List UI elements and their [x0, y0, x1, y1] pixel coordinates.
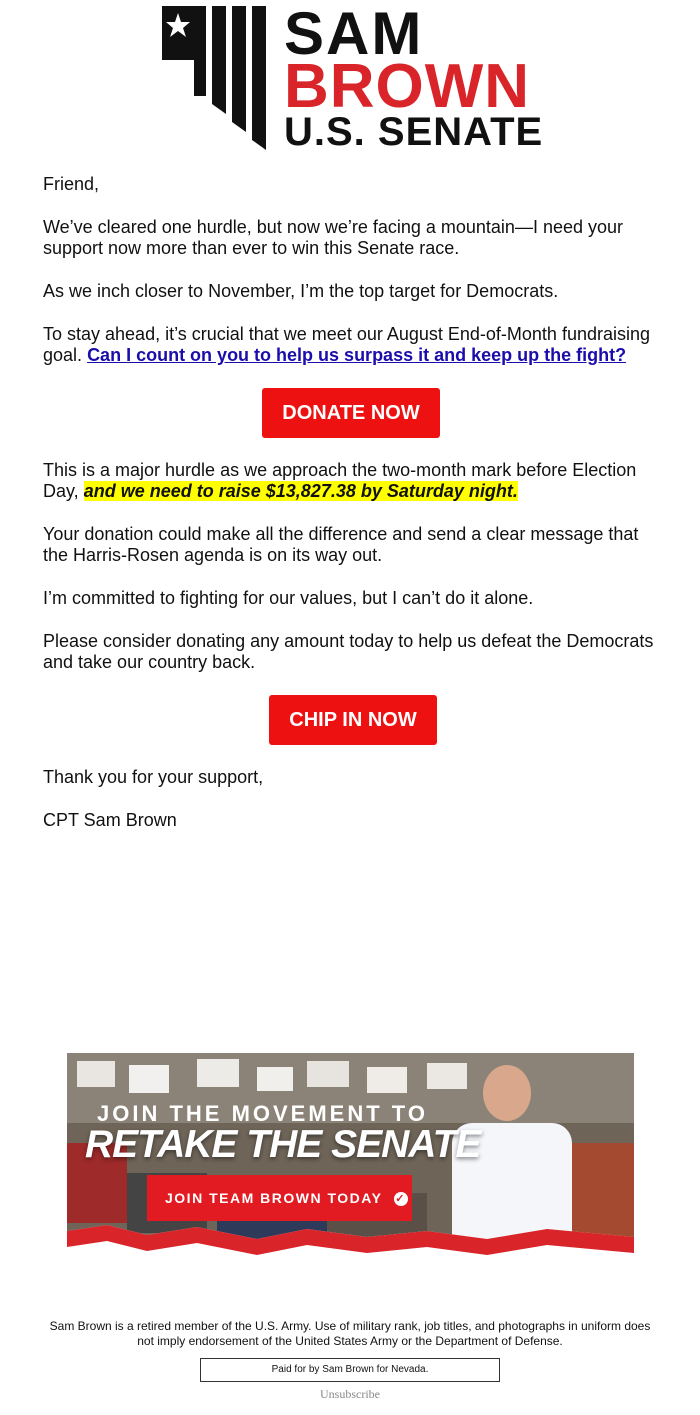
paragraph: Please consider donating any amount today to help us defeat the Democrats and take our country back.: [43, 631, 654, 672]
logo-name-first: SAM: [284, 0, 424, 67]
join-movement-banner[interactable]: [67, 1053, 634, 1299]
email-body: [43, 174, 663, 853]
donate-text-link[interactable]: Can I count on you to help us surpass it and keep up the fight?: [87, 345, 627, 365]
paragraph: We’ve cleared one hurdle, but now we’re facing a mountain—I need your support now more than ever to win this Senate race.: [43, 217, 624, 258]
paragraph: Your donation could make all the difference and send a clear message that the Harris-Rosen agenda is on its way out.: [43, 524, 639, 565]
banner-heading: RETAKE THE SENATE: [85, 1123, 481, 1166]
donate-now-button[interactable]: DONATE NOW: [262, 388, 440, 438]
banner-subheading: JOIN THE MOVEMENT TO: [97, 1101, 428, 1126]
paragraph: [43, 324, 663, 366]
chip-in-now-button[interactable]: CHIP IN NOW: [269, 695, 437, 745]
paragraph-text: To stay ahead, it’s crucial that we meet our August End-of-Month fundraising goal.: [43, 324, 650, 365]
campaign-logo: [160, 0, 550, 154]
flag-stripes-icon: [160, 4, 284, 154]
paragraph: [43, 460, 663, 502]
join-team-brown-button[interactable]: [147, 1175, 412, 1221]
paragraph: As we inch closer to November, I’m the top target for Democrats.: [43, 281, 559, 301]
logo-name-last: BROWN: [284, 52, 531, 121]
highlighted-goal-text: and we need to raise $13,827.38 by Saturday night.: [83, 481, 518, 501]
logo-office: U.S. SENATE: [284, 110, 544, 154]
join-team-brown-label: JOIN TEAM BROWN TODAY: [165, 1190, 383, 1206]
unsubscribe-link[interactable]: Unsubscribe: [320, 1387, 380, 1401]
signoff: Thank you for your support,: [43, 767, 264, 787]
paid-for-box: Paid for by Sam Brown for Nevada.: [200, 1358, 500, 1382]
paragraph-text: This is a major hurdle as we approach the two-month mark before Election Day,: [43, 460, 637, 501]
signature: CPT Sam Brown: [43, 810, 177, 830]
check-circle-icon: ✓: [395, 1193, 406, 1206]
paragraph: I’m committed to fighting for our values, but I can’t do it alone.: [43, 588, 534, 608]
greeting: Friend,: [43, 174, 100, 194]
military-disclaimer: Sam Brown is a retired member of the U.S. Army. Use of military rank, job titles, and photographs in uniform does not imply endorsement of the United States Army or the Department of Defense.: [49, 1319, 651, 1348]
